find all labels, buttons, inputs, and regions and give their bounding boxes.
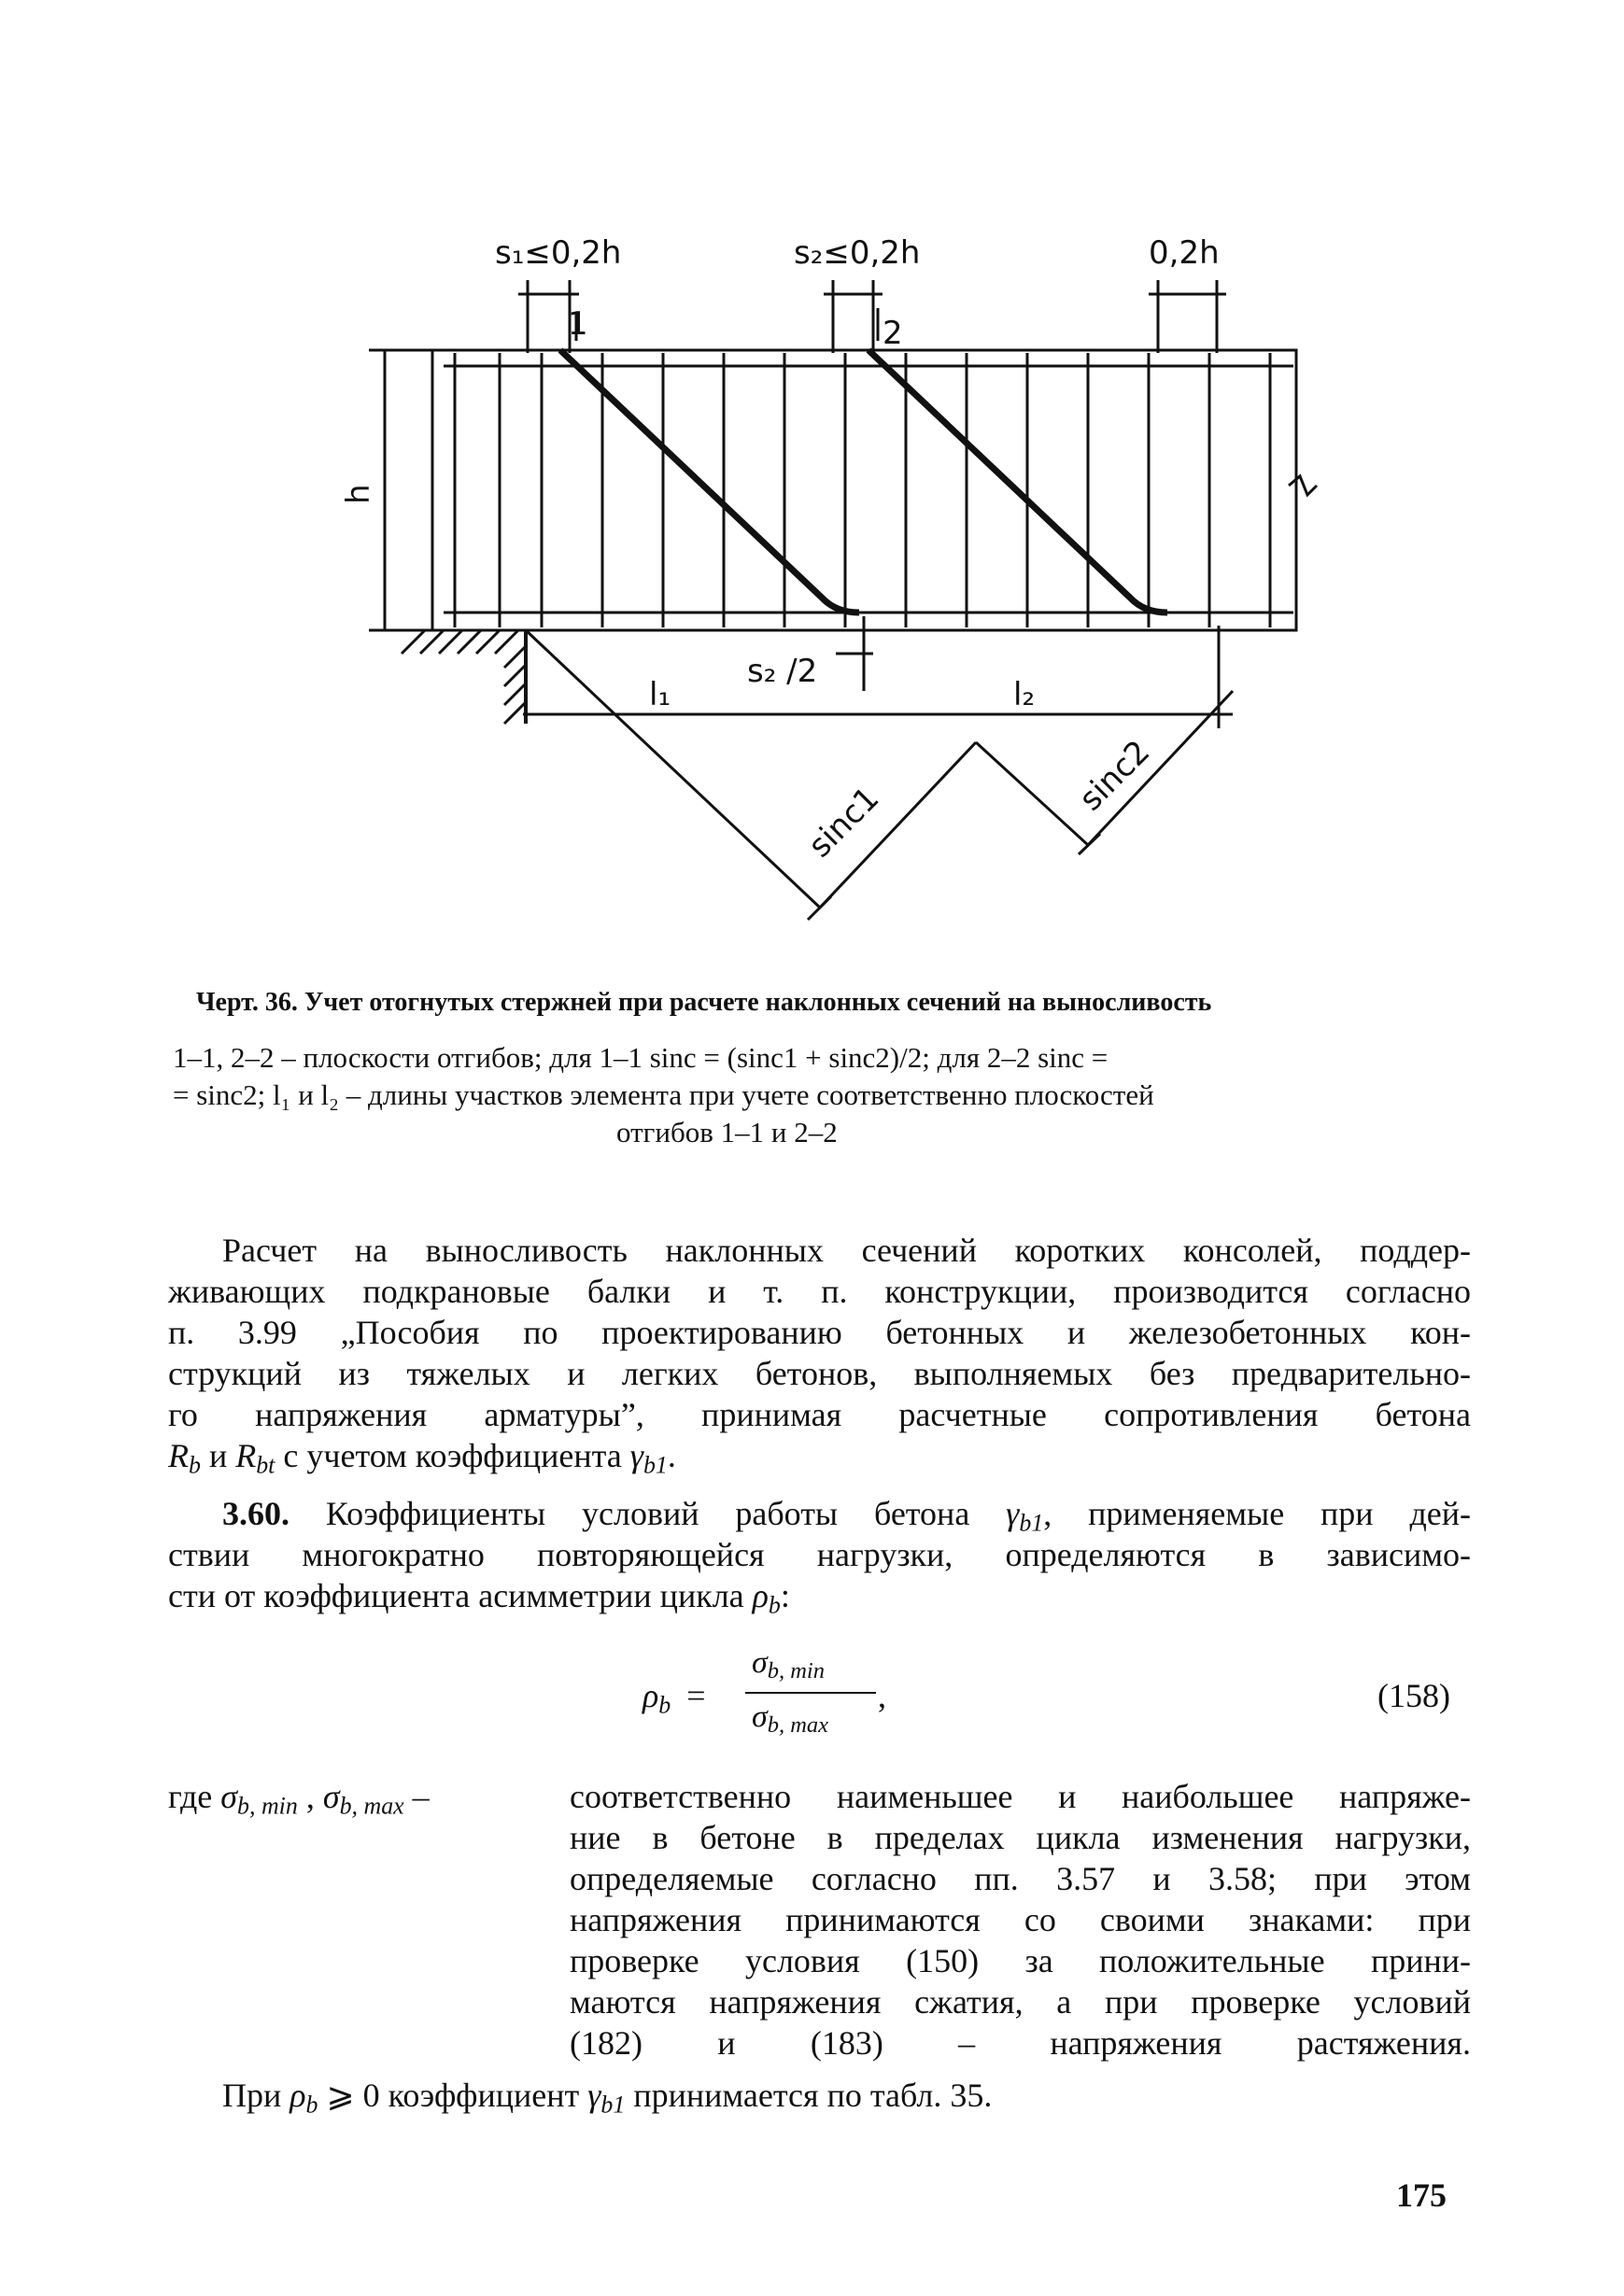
label-sinc2: sinc2 [1072, 733, 1158, 819]
label-h: h [340, 484, 377, 504]
paragraph-1-line-1: Расчет на выносливость наклонных сечений коротких консолей, поддер- [222, 1232, 1471, 1269]
stirrups [455, 353, 1270, 627]
formula-comma: , [878, 1677, 886, 1714]
formula-fraction-bar [745, 1692, 876, 1694]
support-hatch [402, 630, 526, 724]
figure-36-drawing [0, 0, 1624, 934]
figure-caption-title: Черт. 36. Учет отогнутых стержней при расчете наклонных сечений на выносливость [196, 988, 1212, 1017]
paragraph-1-line-6: $R_b$ и $R_{bt}$ с учетом коэффициента $\gamma_{b1}$. [168, 1437, 676, 1479]
paragraph-1-line-2: живающих подкрановые балки и т. п. конструкции, производится согласно [168, 1273, 1471, 1310]
formula-denominator: $\sigma_{b, max}$ [752, 1699, 829, 1739]
section-3-60-line-1: 3.60. Коэффициенты условий работы бетона $\gamma_{b1}$, применяемые при дей- [222, 1495, 1471, 1537]
where-line-3: определяемые согласно пп. 3.57 и 3.58; при этом [570, 1860, 1471, 1897]
figure-caption-line-2: = sinc2; l₁ и l₂ – длины участков элемента при учете соответственно плоскостей [173, 1078, 1154, 1111]
where-line-2: ние в бетоне в пределах цикла изменения нагрузки, [570, 1819, 1471, 1856]
label-l2: l₂ [1013, 676, 1036, 713]
formula-number: (158) [1377, 1677, 1450, 1714]
label-sinc1: sinc1 [801, 780, 887, 866]
paragraph-1-line-3: п. 3.99 „Пособия по проектированию бетонных и железобетонных кон- [168, 1314, 1471, 1351]
figure-caption-line-3: отгибов 1–1 и 2–2 [616, 1116, 838, 1148]
where-line-5: проверке условия (150) за положительные прини- [570, 1942, 1471, 1979]
section-number: 3.60. [222, 1495, 289, 1532]
page-number: 175 [1396, 2176, 1447, 2214]
beam-outline [432, 350, 1296, 630]
section-3-60-line-2: ствии многократно повторяющейся нагрузки, определяются в зависимо- [168, 1536, 1471, 1573]
bent-bar-2 [868, 350, 1167, 613]
paragraph-1-line-5: го напряжения арматуры”, принимая расчетные сопротивления бетона [168, 1396, 1471, 1433]
where-symbols: где $\sigma_{b, min}$ , $\sigma_{b, max}$ – [168, 1778, 430, 1820]
where-line-6: маются напряжения сжатия, а при проверке условий [570, 1983, 1471, 2021]
paragraph-1-line-4: струкций из тяжелых и легких бетонов, выполняемых без предварительно- [168, 1355, 1471, 1392]
label-l1: l₁ [649, 676, 671, 713]
label-s2: s₂≤0,2h [794, 234, 921, 272]
formula-numerator: $\sigma_{b, min}$ [752, 1645, 825, 1684]
where-line-1: соответственно наименьшее и наибольшее напряже- [570, 1778, 1471, 1815]
section-3-60-line-3: сти от коэффициента асимметрии цикла $\rho_b$: [168, 1577, 790, 1619]
label-s1: s₁≤0,2h [495, 234, 622, 272]
final-line: При $\rho_b$ ⩾ 0 коэффициент $\gamma_{b1}$ принимается по табл. 35. [222, 2077, 993, 2119]
bent-bar-1 [560, 350, 859, 613]
where-line-4: напряжения принимаются со своими знаками: при [570, 1901, 1471, 1938]
where-line-7: (182) и (183) – напряжения растяжения. [570, 2024, 1471, 2062]
figure-caption-line-1: 1–1, 2–2 – плоскости отгибов; для 1–1 sinc = (sinc1 + sinc2)/2; для 2–2 sinc = [173, 1041, 1109, 1074]
label-02h: 0,2h [1149, 234, 1220, 272]
label-s2-half: s₂ /2 [747, 653, 818, 690]
formula-lhs: $\rho_b$ = [643, 1677, 706, 1719]
break-line [1289, 476, 1317, 495]
label-plane-2: 2 [883, 315, 903, 352]
sinc2-left [976, 742, 1088, 845]
label-plane-1: 1 [568, 305, 588, 343]
